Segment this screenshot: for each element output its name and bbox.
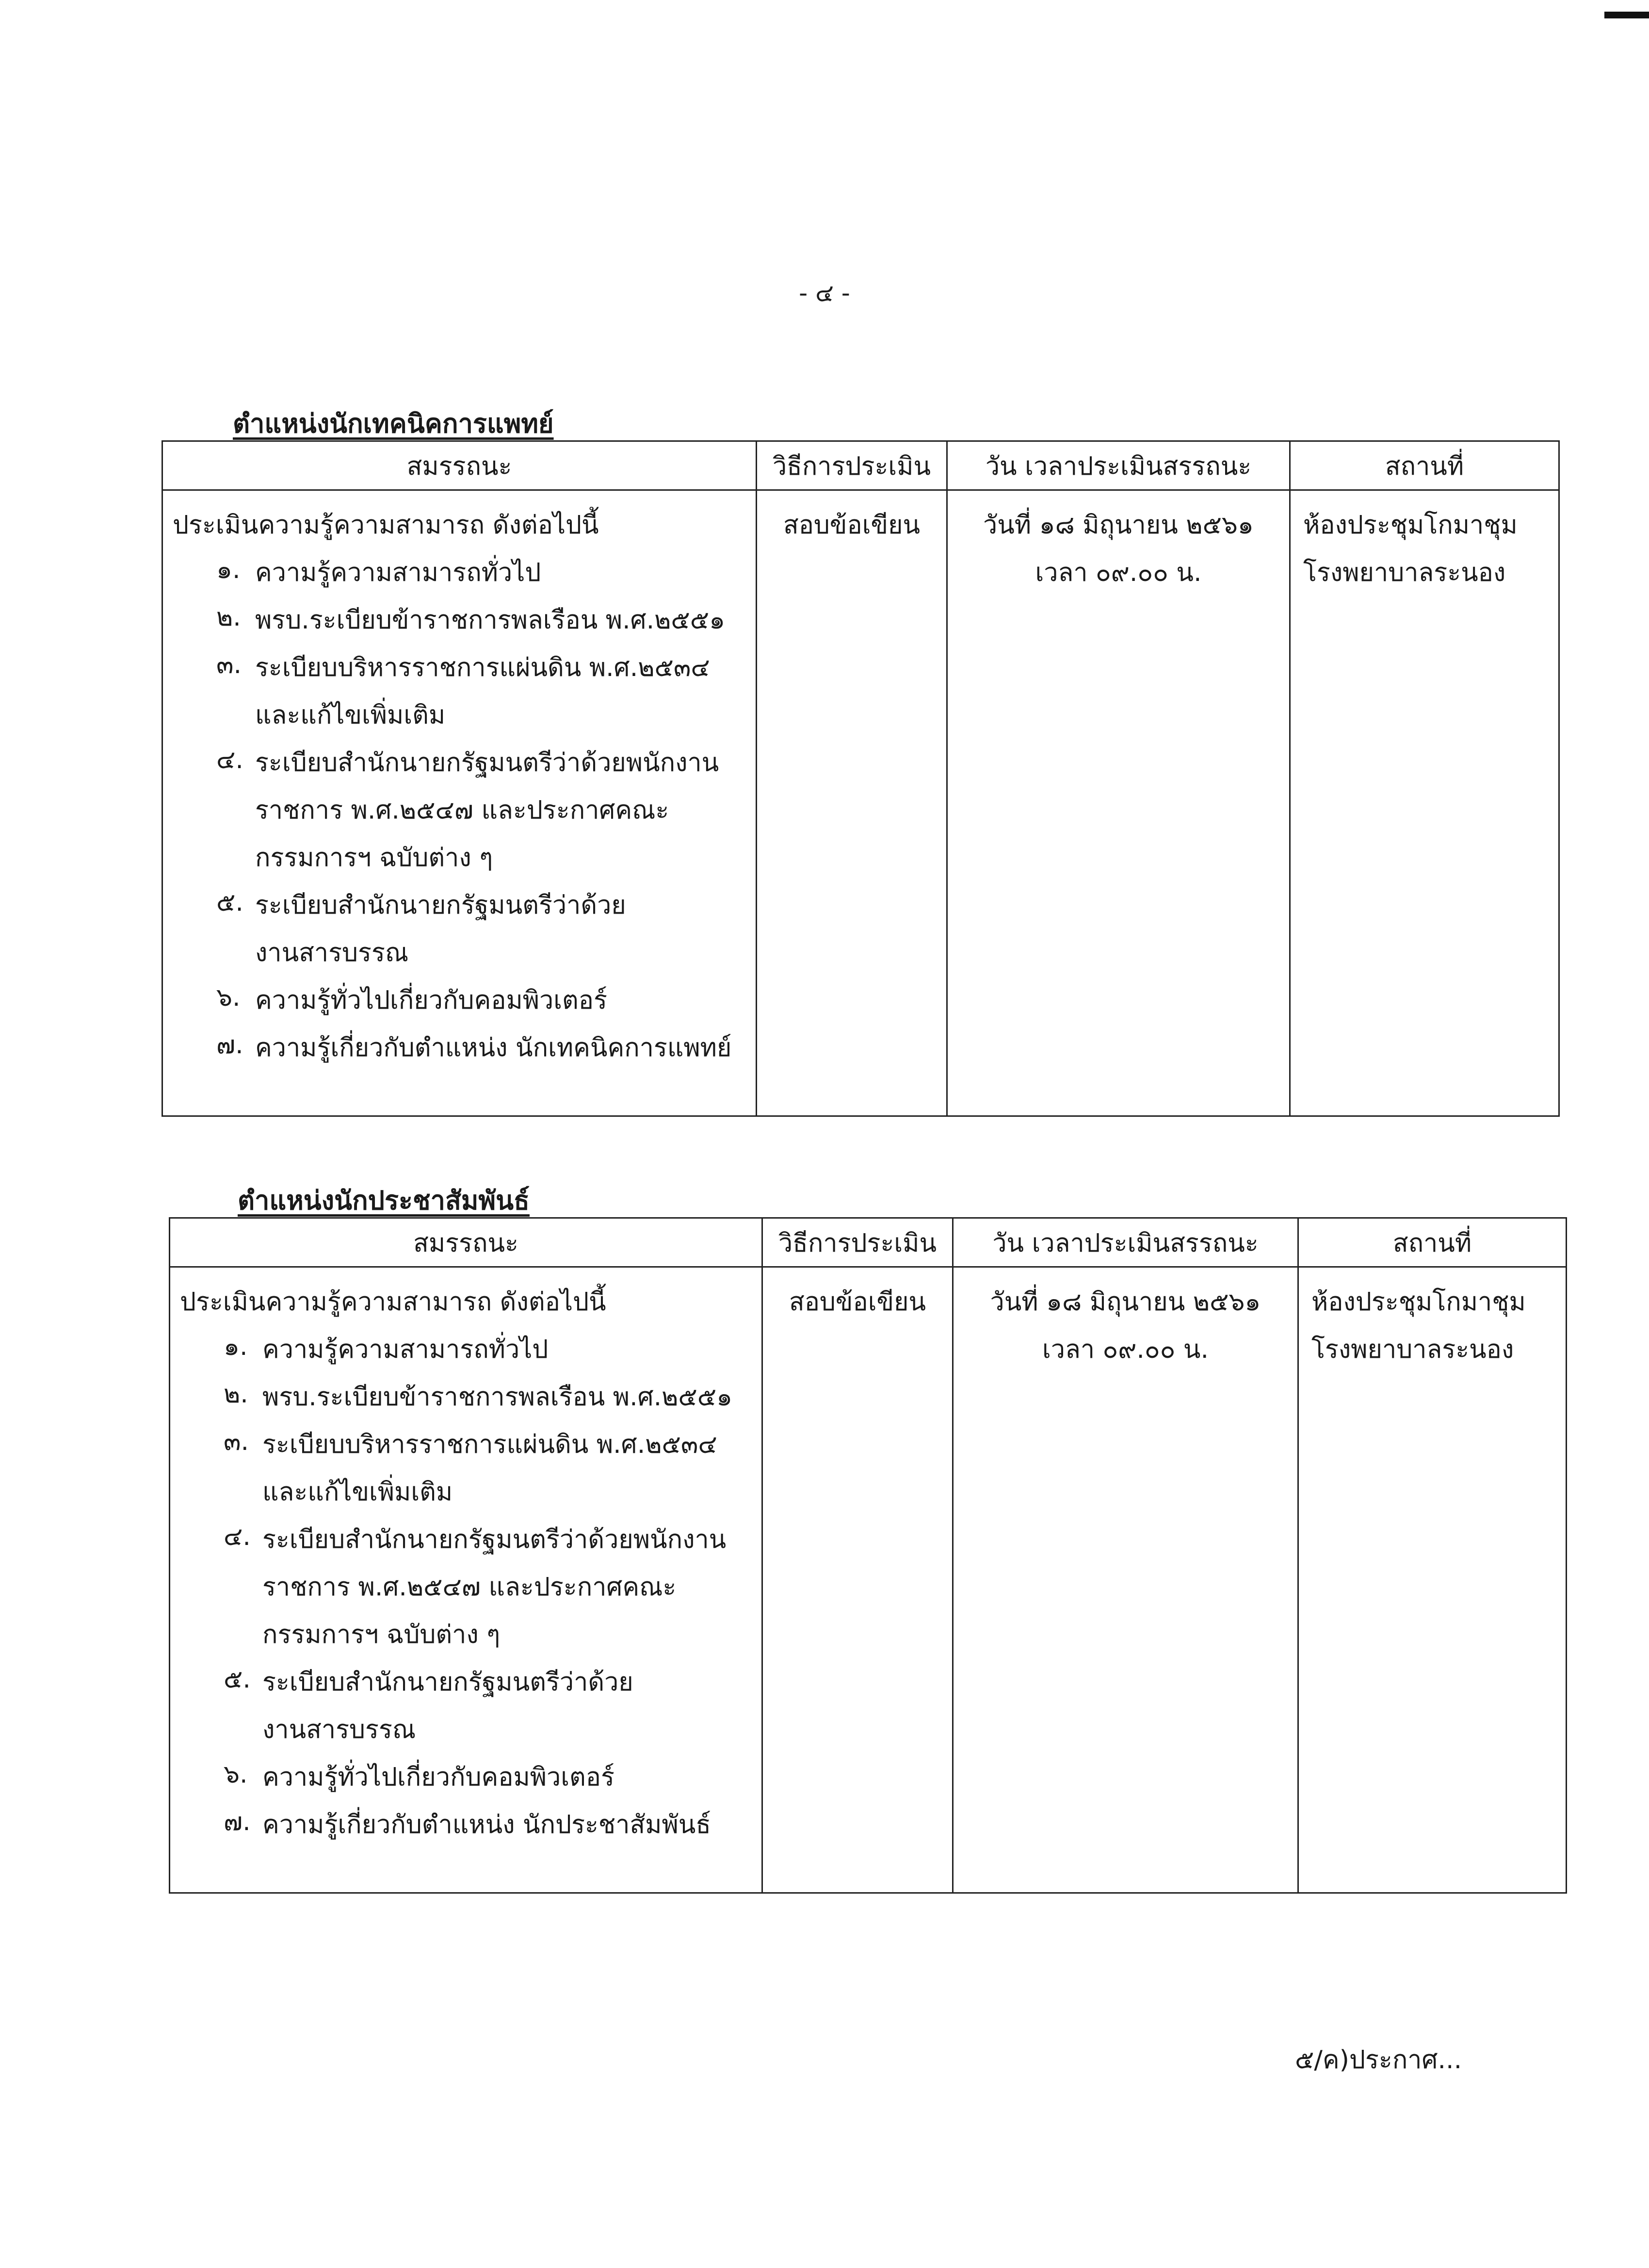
competency-list [180, 1326, 761, 1849]
competency-item [180, 1658, 761, 1706]
datetime-cell [953, 1267, 1298, 1893]
item-text: ระเบียบบริหารราชการแผ่นดิน พ.ศ.๒๕๓๔ [255, 653, 710, 682]
competency-item [173, 596, 756, 644]
time-text: เวลา ๐๙.๐๐ น. [1035, 558, 1202, 587]
item-number [216, 834, 255, 882]
place-cell [1298, 1267, 1567, 1893]
header-competency: สมรรถนะ [162, 441, 757, 490]
competency-item-continuation [173, 929, 756, 977]
item-text: และแก้ไขเพิ่มเติม [255, 701, 446, 730]
competency-item [173, 882, 756, 929]
time-text: เวลา ๐๙.๐๐ น. [1042, 1335, 1209, 1364]
place-room: ห้องประชุมโกมาชุม [1303, 511, 1518, 540]
competency-intro: ประเมินความรู้ความสามารถ ดังต่อไปนี้ [180, 1287, 606, 1317]
table-header-row [170, 1218, 1567, 1267]
item-number: ๓. [216, 650, 242, 679]
method-text: สอบข้อเขียน [783, 511, 921, 540]
item-number: ๖. [216, 983, 241, 1012]
competency-cell [162, 490, 757, 1116]
item-number: ๔. [224, 1522, 251, 1551]
competency-intro: ประเมินความรู้ความสามารถ ดังต่อไปนี้ [173, 511, 599, 540]
item-number: ๑. [224, 1332, 248, 1361]
date-text: วันที่ ๑๘ มิถุนายน ๒๕๖๑ [990, 1287, 1261, 1317]
place-room: ห้องประชุมโกมาชุม [1311, 1287, 1526, 1317]
competency-item [180, 1326, 761, 1373]
item-text: พรบ.ระเบียบข้าราชการพลเรือน พ.ศ.๒๕๕๑ [262, 1383, 733, 1412]
header-datetime: วัน เวลาประเมินสรรถนะ [953, 1218, 1298, 1267]
item-number [216, 787, 255, 834]
competency-item-continuation [173, 834, 756, 882]
item-number [224, 1468, 262, 1516]
table-header-row [162, 441, 1559, 490]
item-number: ๒. [224, 1380, 248, 1409]
footer-continuation-note: ๕/ค)ประกาศ... [1295, 2045, 1462, 2075]
header-place: สถานที่ [1298, 1218, 1567, 1267]
method-cell [762, 1267, 953, 1893]
datetime-cell [947, 490, 1290, 1116]
item-text: ระเบียบสำนักนายกรัฐมนตรีว่าด้วยพนักงาน [255, 748, 719, 777]
item-text: กรรมการฯ ฉบับต่าง ๆ [262, 1620, 501, 1649]
competency-item-continuation [180, 1563, 761, 1611]
competency-item-continuation [180, 1468, 761, 1516]
competency-item [173, 644, 756, 692]
item-text: ระเบียบสำนักนายกรัฐมนตรีว่าด้วย [255, 891, 626, 920]
competency-item [180, 1373, 761, 1421]
item-text: ความรู้เกี่ยวกับตำแหน่ง นักประชาสัมพันธ์ [262, 1810, 711, 1839]
header-method: วิธีการประเมิน [757, 441, 947, 490]
item-number: ๕. [224, 1665, 251, 1694]
competency-item [173, 1024, 756, 1072]
competency-item-continuation [180, 1611, 761, 1658]
item-text: ระเบียบสำนักนายกรัฐมนตรีว่าด้วย [262, 1668, 633, 1697]
item-number: ๗. [224, 1807, 251, 1836]
competency-table-medical-technologist [162, 440, 1560, 1117]
item-text: งานสารบรรณ [262, 1715, 416, 1744]
competency-table-public-relations [169, 1217, 1567, 1894]
table-row [162, 490, 1559, 1116]
competency-list [173, 549, 756, 1072]
competency-item [173, 549, 756, 596]
competency-item [173, 739, 756, 787]
item-text: ระเบียบสำนักนายกรัฐมนตรีว่าด้วยพนักงาน [262, 1525, 727, 1554]
item-number [216, 929, 255, 977]
page-number: - ๔ - [799, 279, 850, 307]
item-number: ๒. [216, 603, 241, 632]
item-number [224, 1611, 262, 1658]
item-number [224, 1563, 262, 1611]
item-number: ๖. [224, 1760, 248, 1789]
item-number: ๗. [216, 1030, 243, 1060]
item-text: กรรมการฯ ฉบับต่าง ๆ [255, 843, 493, 872]
item-number: ๔. [216, 745, 243, 774]
header-datetime: วัน เวลาประเมินสรรถนะ [947, 441, 1290, 490]
competency-item-continuation [173, 787, 756, 834]
competency-item-continuation [173, 692, 756, 739]
item-number: ๑. [216, 555, 241, 584]
item-text: ความรู้ทั่วไปเกี่ยวกับคอมพิวเตอร์ [262, 1763, 614, 1792]
date-text: วันที่ ๑๘ มิถุนายน ๒๕๖๑ [983, 511, 1254, 540]
method-text: สอบข้อเขียน [789, 1287, 926, 1317]
competency-item-continuation [180, 1706, 761, 1753]
item-number [224, 1706, 262, 1753]
item-text: ความรู้ความสามารถทั่วไป [255, 558, 541, 587]
corner-mark [1604, 12, 1649, 18]
item-text: พรบ.ระเบียบข้าราชการพลเรือน พ.ศ.๒๕๕๑ [255, 606, 726, 635]
item-text: ระเบียบบริหารราชการแผ่นดิน พ.ศ.๒๕๓๔ [262, 1430, 717, 1459]
competency-item [180, 1801, 761, 1849]
item-text: งานสารบรรณ [255, 938, 409, 967]
competency-item [180, 1421, 761, 1468]
item-text: ราชการ พ.ศ.๒๕๔๗ และประกาศคณะ [255, 796, 669, 825]
item-text: ความรู้ความสามารถทั่วไป [262, 1335, 549, 1364]
item-text: และแก้ไขเพิ่มเติม [262, 1478, 453, 1507]
table-row [170, 1267, 1567, 1893]
item-number: ๓. [224, 1427, 249, 1456]
item-text: ความรู้ทั่วไปเกี่ยวกับคอมพิวเตอร์ [255, 986, 607, 1015]
competency-item [180, 1516, 761, 1563]
place-hospital: โรงพยาบาลระนอง [1311, 1335, 1514, 1364]
item-number [216, 692, 255, 739]
competency-item [173, 977, 756, 1024]
item-number: ๕. [216, 888, 243, 917]
competency-cell [170, 1267, 762, 1893]
item-text: ความรู้เกี่ยวกับตำแหน่ง นักเทคนิคการแพทย์ [255, 1033, 732, 1062]
header-competency: สมรรถนะ [170, 1218, 762, 1267]
place-hospital: โรงพยาบาลระนอง [1303, 558, 1506, 587]
method-cell [757, 490, 947, 1116]
header-place: สถานที่ [1290, 441, 1559, 490]
place-cell [1290, 490, 1559, 1116]
item-text: ราชการ พ.ศ.๒๕๔๗ และประกาศคณะ [262, 1573, 677, 1602]
section-title-public-relations: ตำแหน่งนักประชาสัมพันธ์ [238, 1185, 530, 1216]
header-method: วิธีการประเมิน [762, 1218, 953, 1267]
section-title-medical-technologist: ตำแหน่งนักเทคนิคการแพทย์ [233, 408, 554, 439]
competency-item [180, 1753, 761, 1801]
